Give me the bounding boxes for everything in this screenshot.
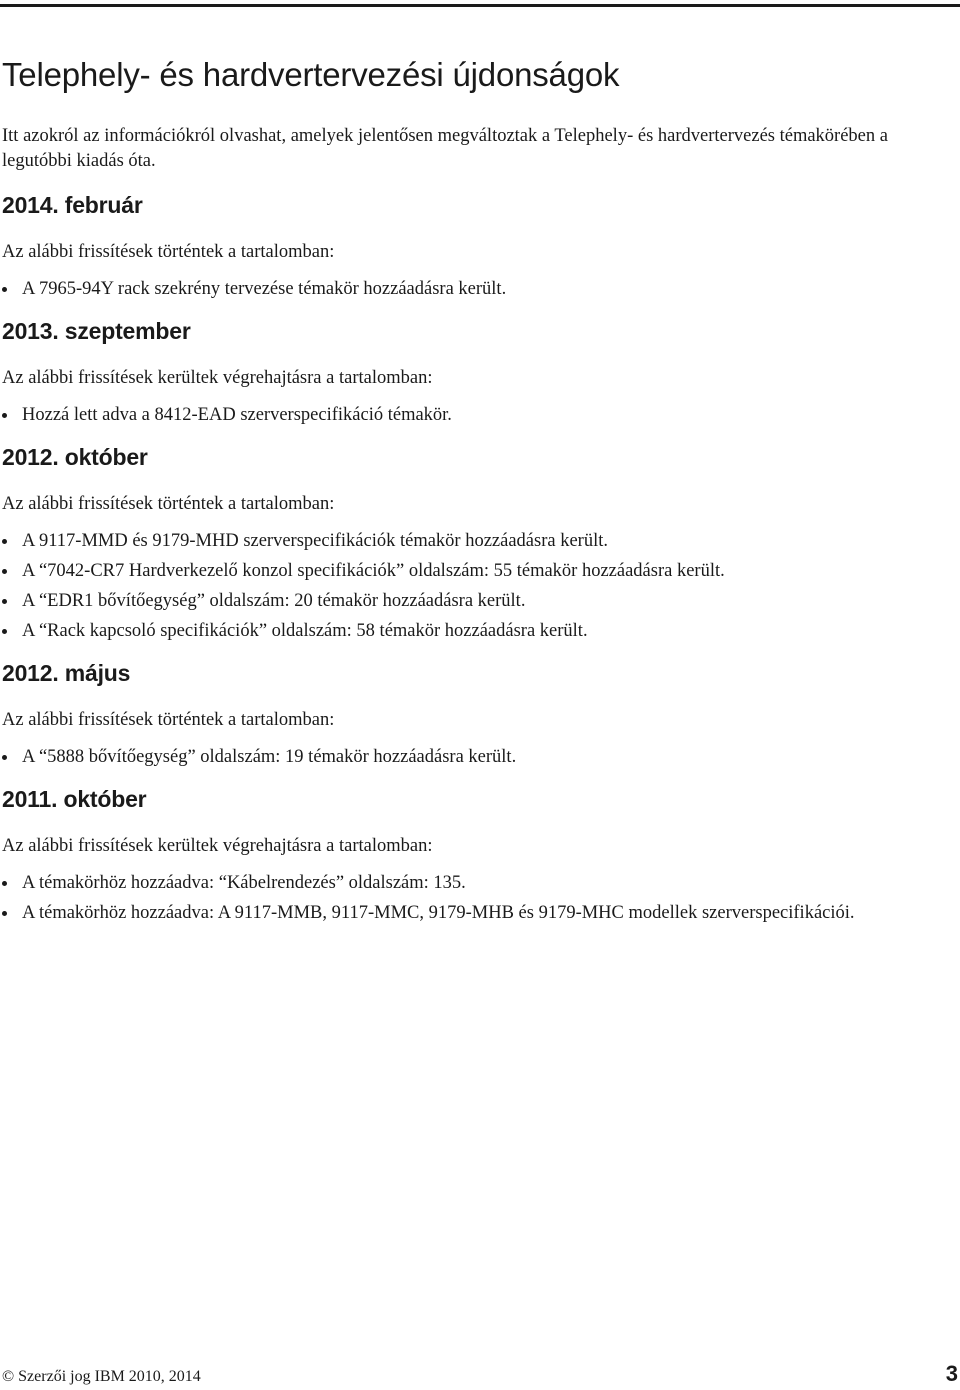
list-item-text: A témakörhöz hozzáadva: “Kábelrendezés” oldalszám: 135. (22, 873, 466, 893)
top-rule (0, 4, 960, 7)
bullet-icon (2, 413, 7, 418)
section-2013-szeptember (2, 316, 958, 430)
intro-paragraph: Itt azokról az információkról olvashat, amelyek jelentősen megváltoztak a Telephely- és hardvertervezés témakörében a legutóbbi kiadás óta. (2, 126, 888, 171)
section-2012-oktober (2, 442, 958, 646)
section-heading: 2012. május (2, 660, 131, 686)
list-item (2, 586, 958, 616)
bullet-icon (2, 755, 7, 760)
section-heading: 2014. február (2, 192, 143, 218)
page-title: Telephely- és hardvertervezési újdonságok (2, 56, 620, 93)
section-lead: Az alábbi frissítések kerültek végrehajtásra a tartalomban: (2, 836, 433, 856)
list-item-text: A témakörhöz hozzáadva: A 9117-MMB, 9117-MMC, 9179-MHB és 9179-MHC modellek szerverspecifikációi. (22, 903, 855, 923)
list-item-text: A “Rack kapcsoló specifikációk” oldalszám: 58 témakör hozzáadásra került. (22, 621, 588, 641)
list-item-text: A “7042-CR7 Hardverkezelő konzol specifikációk” oldalszám: 55 témakör hozzáadásra került. (22, 561, 725, 581)
section-lead: Az alábbi frissítések kerültek végrehajtásra a tartalomban: (2, 368, 433, 388)
footer-copyright: © Szerzői jog IBM 2010, 2014 (2, 1368, 201, 1385)
section-2011-oktober (2, 784, 958, 928)
bullet-icon (2, 629, 7, 634)
list-item-text: A 9117-MMD és 9179-MHD szerverspecifikációk témakör hozzáadásra került. (22, 531, 608, 551)
bullet-icon (2, 569, 7, 574)
list-item (2, 616, 958, 646)
list-item-text: A “EDR1 bővítőegység” oldalszám: 20 témakör hozzáadásra került. (22, 591, 526, 611)
bullet-icon (2, 287, 7, 292)
bullet-icon (2, 911, 7, 916)
bullet-icon (2, 539, 7, 544)
list-item-text: A 7965-94Y rack szekrény tervezése témakör hozzáadásra került. (22, 279, 507, 299)
section-lead: Az alábbi frissítések történtek a tartalomban: (2, 710, 335, 730)
section-lead: Az alábbi frissítések történtek a tartalomban: (2, 494, 335, 514)
update-list (2, 742, 958, 772)
list-item (2, 400, 958, 430)
section-heading: 2011. október (2, 786, 147, 812)
list-item-text: Hozzá lett adva a 8412-EAD szerverspecifikáció témakör. (22, 405, 452, 425)
page-number: 3 (945, 1361, 958, 1386)
update-list (2, 868, 958, 928)
bullet-icon (2, 881, 7, 886)
list-item (2, 274, 958, 304)
bullet-icon (2, 599, 7, 604)
list-item-text: A “5888 bővítőegység” oldalszám: 19 témakör hozzáadásra került. (22, 747, 517, 767)
update-list (2, 526, 958, 646)
section-2012-majus (2, 658, 958, 772)
section-lead: Az alábbi frissítések történtek a tartalomban: (2, 242, 335, 262)
section-heading: 2013. szeptember (2, 318, 191, 344)
list-item (2, 868, 958, 898)
update-list (2, 274, 958, 304)
section-heading: 2012. október (2, 444, 148, 470)
list-item (2, 556, 958, 586)
section-2014-februar (2, 190, 958, 304)
update-list (2, 400, 958, 430)
list-item (2, 898, 958, 928)
list-item (2, 526, 958, 556)
list-item (2, 742, 958, 772)
